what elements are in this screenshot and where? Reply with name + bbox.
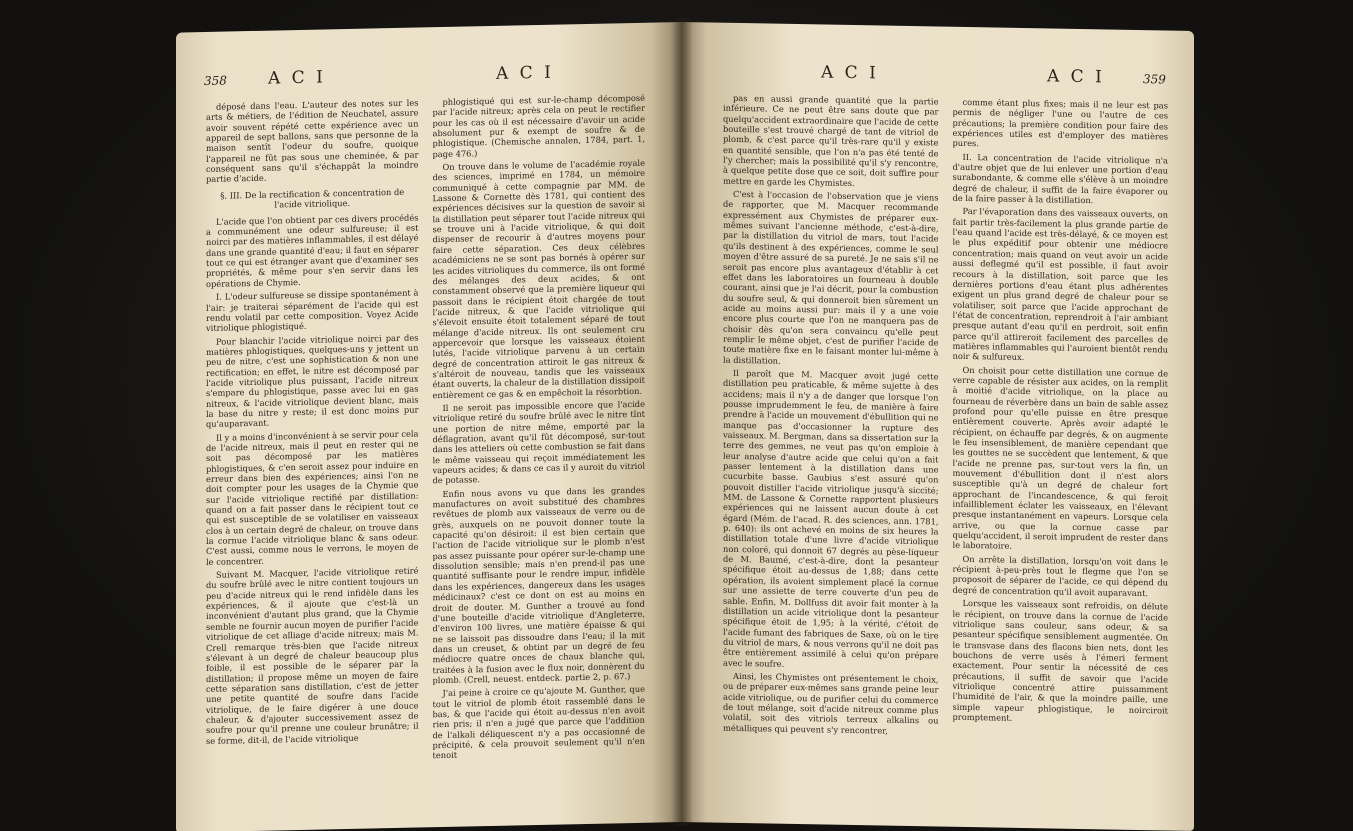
paragraph: On arrête la distillation, lorsqu'on voit dans le récipient à-peu-près tout le flegme que l'on se proposoit de séparer de l'acide, ce qui dépend du degré de concentration qu'il avoit auparavant. (952, 553, 1168, 598)
paragraph: comme étant plus fixes; mais il ne leur est pas permis de négliger l'une ou l'autre de ces précautions; la première condition pour faire des expériences utiles est d'employer des matières pures. (952, 96, 1168, 149)
paragraph: Il ne seroit pas impossible encore que l'acide vitriolique retiré du soufre brûlé avec le nitre tînt une portion de nitre même, emporté par la déflagration, avant qu'il fût décomposé, sur-tout dans les atteliers où cette combustion se fait dans le même vaisseau qui reçoit immédiatement les vapeurs acides; & dans ce cas il y auroit du vitriol de potasse. (432, 398, 645, 486)
left-column-1 (206, 97, 419, 817)
paragraph: Par l'évaporation dans des vaisseaux ouverts, on fait partir très-facilement la plus grande partie de l'eau quand l'acide est très-délayé, & ce moyen est le plus expéditif pour obtenir une médiocre concentration; mais quand on veut avoir un acide aussi deflegmé qu'il est possible, il faut avoir recours à la distillation, soit parce que les dernières portions d'eau étant plus adhérentes exigent un plus grand degré de chaleur pour se volatiliser, soit parce que l'acide approchant de l'état de concentration, reprendroit à l'air ambiant presque autant d'eau qu'il en perdroit, soit enfin parce qu'il attireroit facilement des parcelles de matières inflammables qui l'auroient bientôt rendu noir & sulfureux. (952, 206, 1168, 363)
left-page (176, 22, 681, 831)
paragraph: Pour blanchir l'acide vitriolique noirci par des matières phlogistiques, quelques-uns y jettent un peu de nitre, c'est une sophistication & non une rectification; en effet, le nitre est décomposé par l'acide vitriolique plus puissant, l'acide nitreux s'empare du phlogistique, passe avec lui en gas nitreux, & l'acide vitriolique devient blanc, mais la base du nitre y reste; il est donc moins pur qu'auparavant. (206, 332, 419, 430)
paragraph: C'est à l'occasion de l'observation que je viens de rapporter, que M. Macquer recommande expressément aux Chymistes de préparer eux-mêmes suivant l'ancienne méthode, c'est-à-dire, par la distillation du vitriol de mars, tout l'acide qu'ils destinent à des expériences, comme le seul moyen d'être assuré de sa pureté. Je ne sais s'il ne seroit pas encore plus avantageux d'établir à cet effet dans les laboratoires un fourneau à double courant, ainsi que je l'ai décrit, pour la combustion du soufre seul, & qui donneroit bien sûrement un acide au moins aussi pur: mais il y a une voie encore plus courte que l'on ne manquera pas de choisir dès qu'on sera convaincu qu'elle peut remplir le même objet, c'est de purifier l'acide de toute matière fixe en le faisant monter lui-même à la distillation. (723, 189, 939, 366)
paragraph: pas en aussi grande quantité que la partie inférieure. Ce ne peut être sans doute que par quelqu'accident extraordinaire que l'acide de cette bouteille s'est trouvé chargé de tant de vitriol de plomb, & c'est parce qu'il très-rare qu'il y existe en quantité sensible, que l'on n'a pas été tenté de l'y chercher; mais la possibilité qu'il s'y rencontre, à quelque petite dose que ce soit, doit suffire pour mettre en garde les Chymistes. (723, 92, 939, 188)
left-head-word-2: A C I (496, 62, 554, 84)
paragraph: Ainsi, les Chymistes ont présentement le choix, ou de préparer eux-mêmes sans grande peine leur acide vitriolique, ou de purifier celui du commerce de tout mélange, soit d'acide nitreux comme plus volatil, soit des vitriols terreux alkalins ou métalliques qui peuvent s'y rencontrer, (723, 670, 939, 736)
left-column-2 (433, 93, 646, 813)
paragraph: I. L'odeur sulfureuse se dissipe spontanément à l'air: je traiterai séparément de l'acide qui est rendu volatil par cette composition. Voyez Acide vitriolique phlogistiqué. (206, 287, 419, 334)
paragraph: Lorsque les vaisseaux sont refroidis, on délute le récipient, on trouve dans la cornue de l'acide vitriolique sans couleur, sans odeur, & sa pesanteur spécifique sensiblement augmentée. On le transvase dans des flacons bien nets, dont les bouchons de verre usés à l'émeri ferment exactement. Pour sentir la nécessité de ces précautions, il suffit de savoir que l'acide vitriolique concentré attire puissamment l'humidité de l'air, & que la moindre paille, une simple vapeur phlogistique, le noirciroit promptement. (952, 598, 1168, 723)
paragraph: J'ai peine à croire ce qu'ajoute M. Gunther, que tout le vitriol de plomb étoit rassemblé dans le bas, & que l'acide qui étoit au-dessus n'en avoit rien pris; il n'en a jugé que parce que l'addition de l'alkali déliquescent n'y a pas occasionné de précipité, & cela prouvoit seulement qu'il n'en tenoit (432, 684, 645, 761)
right-page (681, 22, 1194, 831)
right-head-word-1: A C I (821, 62, 879, 84)
paragraph: Il y a moins d'inconvénient à se servir pour cela de l'acide nitreux, mais il peut en rester qui ne soit pas décomposé par les matières phlogistiques, & c'en seroit assez pour induire en erreur dans bien des expériences; ainsi l'on ne doit compter pour les usages de la Chymie que sur l'acide vitriolique rectifié par distillation: quand on a fait passer dans le récipient tout ce qui est susceptible de se volatiliser en vaisseaux clos à un certain degré de chaleur, on trouve dans la cornue l'acide vitriolique blanc & sans odeur. C'est aussi, comme nous le verrons, le moyen de le concentrer. (206, 428, 419, 567)
right-text-columns (723, 93, 1168, 817)
paragraph: L'acide que l'on obtient par ces divers procédés a communément une odeur sulfureuse; il est noirci par des matières inflammables, il est délayé dans une grande quantité d'eau; il faut en séparer tout ce qui est étranger avant que d'examiner ses propriétés, & même pour s'en servir dans les opérations de Chymie. (206, 212, 419, 289)
paragraph: Enfin nous avons vu que dans les grandes manufactures on avoit substitué des chambres revêtues de plomb aux vaisseaux de verre ou de grès, auxquels on ne pouvoit donner toute la capacité qu'on désiroit: il est bien certain que l'action de l'acide vitriolique sur le plomb n'est pas assez puissante pour opérer sur-le-champ une dissolution sensible; mais n'en prend-il pas une quantité suffisante pour le rendre impur, infidèle dans les expériences, dangereux dans les usages médicinaux? c'est ce dont on est au moins en droit de douter. M. Gunther a trouvé au fond d'une bouteille d'acide vitriolique d'Angleterre, d'environ 100 livres, une matière épaisse & qui ne se laissoit pas dissoudre dans l'eau; il la mit dans un creuset, & obtint par un degré de feu médiocre quatre onces de chaux blanche qui, traitées à la fusion avec le flux noir, donnèrent du plomb. (Crell, neuest. entdeck. partie 2, p. 67.) (432, 484, 645, 686)
paragraph: Il paroît que M. Macquer avoit jugé cette distillation peu praticable, & même sujette à des accidens; mais il n'y a de danger que lorsque l'on pousse imprudemment le feu, de manière à faire prendre à l'acide un mouvement d'ébullition qui ne manque pas d'occasionner la rupture des vaisseaux. M. Bergman, dans sa dissertation sur la terre des gemmes, ne veut pas qu'on emploie à leur analyse d'autre acide que celui qu'on a fait passer lentement à la distillation dans une cucurbite basse. Gaubius s'est assuré qu'on pouvoit distiller l'acide vitriolique jusqu'à siccité; MM. de Lassone & Cornette rapportent plusieurs expériences qui ne laissent aucun doute à cet égard (Mém. de l'acad. R. des sciences, ann. 1781, p. 640): ils ont achevé en moins de six heures la distillation totale d'une livre d'acide vitriolique non coloré, qui donnoit 67 degrés au pèse-liqueur de M. Baumé, c'est-à-dire, dont la pesanteur spécifique étoit au-dessus de 1,88; dans cette opération, ils avoient simplement placé la cornue sur une assiette de terre couverte d'un peu de sable. Enfin, M. Dollfuss dit avoir fait monter à la distillation un acide vitriolique dont la pesanteur spécifique étoit de 1,95; à la vérité, c'étoit de l'acide fumant des fabriques de Saxe, où on le tire du vitriol de mars, & nous verrons qu'il ne doit pas être entièrement assimilé à celui qu'on prépare avec le soufre. (723, 367, 939, 669)
right-running-head (681, 60, 1194, 97)
paragraph: phlogistiqué qui est sur-le-champ décomposé par l'acide nitreux; après cela on peut le rectifier pour les cas où il est nécessaire d'avoir un acide absolument pur & exempt de soufre & de phlogistique. (Chemische annalen, 1784, part. 1, page 476.) (432, 92, 645, 159)
paragraph: II. La concentration de l'acide vitriolique n'a d'autre objet que de lui enlever une portion d'eau surabondante, & comme elle s'élève à un moindre degré de chaleur, il suffit de la faire évaporer ou de la faire passer à la distillation. (952, 151, 1168, 206)
right-column-1 (723, 93, 939, 813)
left-head-word-1: A C I (268, 67, 326, 89)
right-column-2 (953, 97, 1169, 817)
paragraph: On trouve dans le volume de l'académie royale des sciences, imprimé en 1784, un mémoire communiqué à cette compagnie par MM. de Lassone & Cornette dès 1781, qui contient des expériences décisives sur la question de savoir si la distillation peut séparer tout l'acide nitreux qui se trouve uni à l'acide vitriolique, & qui doit dispenser de recourir à d'autres moyens pour faire cette séparation. Ces deux célèbres académiciens ne se sont pas bornés à opérer sur les acides vitrioliques du commerce, ils ont formé des mélanges des deux acides, & ont constamment observé que la première liqueur qui passoit dans le récipient étoit chargée de tout l'acide nitreux, & que l'acide vitriolique qui s'élevoit ensuite étoit totalement séparé de tout mélange d'acide nitreux. Ils ont seulement cru appercevoir que lorsque les vaisseaux étoient lutés, l'acide vitriolique parvenu à un certain degré de concentration attiroit le gas nitreux & s'altéroit de nouveau, tandis que les vaisseaux étant ouverts, la chaleur de la distillation dissipoit entièrement ce gas & en empêchoit la résorbtion. (432, 157, 645, 400)
paragraph: Suivant M. Macquer, l'acide vitriolique retiré du soufre brûlé avec le nitre contient toujours un peu d'acide nitreux qui le rend infidèle dans les expériences, & il ajoute que c'est-là un inconvénient d'autant plus grand, que la Chymie semble ne fournir aucun moyen de purifier l'acide vitriolique de cet alliage d'acide nitreux; mais M. Crell remarque très-bien que l'acide nitreux s'élevant à un degré de chaleur beaucoup plus foible, il est possible de le séparer par la distillation; il propose même un moyen de faire cette séparation sans distillation, c'est de jetter une petite quantité de soufre dans l'acide vitriolique, de le faire digérer à une douce chaleur, & d'ajouter successivement assez de soufre pour qu'il prenne une couleur brunâtre; il se forme, dit-il, de l'acide vitriolique (206, 565, 419, 746)
book-gutter-shadow (671, 18, 693, 826)
paragraph: déposé dans l'eau. L'auteur des notes sur les arts & métiers, de l'édition de Neuchatel, assure avoir souvent répété cette expérience avec un appareil de sept ballons, sans que personne de la maison sentît l'odeur du soufre, quoique l'appareil ne fût pas sous une cheminée, & par conséquent sans qu'il s'échappât la moindre partie d'acide. (206, 97, 419, 185)
left-text-columns (206, 93, 645, 818)
open-book (176, 22, 1194, 822)
left-page-number: 358 (204, 73, 227, 88)
right-page-number: 359 (1143, 72, 1166, 87)
right-head-word-2: A C I (1047, 66, 1105, 88)
paragraph: On choisit pour cette distillation une cornue de verre capable de résister aux acides, on la remplit à moitié d'acide vitriolique, on la place au fourneau de réverbère dans un bain de sable assez profond pour qu'elle puisse en être presque entièrement couverte. Après avoir adapté le récipient, on échauffe par degrés, & on augmente le feu insensiblement, de manière cependant que les gouttes ne se succèdent que lentement, & que l'acide ne prenne pas, sur-tout vers la fin, un mouvement d'ébullition dont il n'est alors susceptible qu'à un degré de chaleur fort approchant de l'incandescence, & qui feroit infailliblement éclater les vaisseaux, en l'élevant presque instantanément en vapeurs. Lorsque cela arrive, ou que la cornue casse par quelqu'accident, il seroit imprudent de rester dans le laboratoire. (952, 364, 1168, 552)
section-heading: §. III. De la rectification & concentration de l'acide vitriolique. (220, 186, 405, 210)
